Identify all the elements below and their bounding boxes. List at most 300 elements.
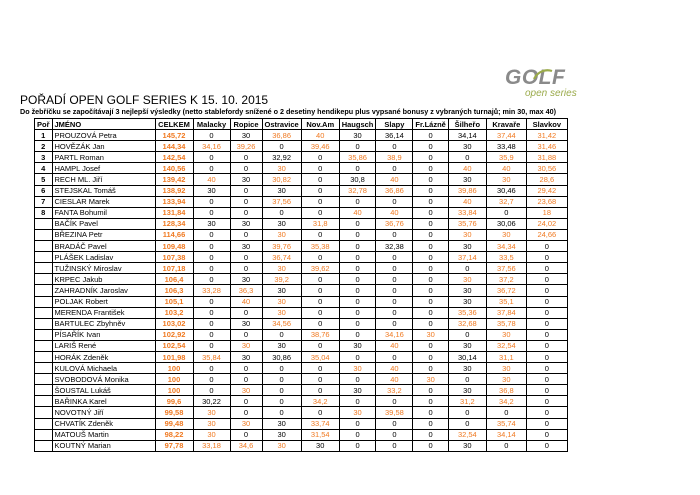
score-cell: 0: [376, 318, 413, 329]
score-cell: 0: [376, 229, 413, 240]
rank-cell: 4: [35, 163, 53, 174]
table-row: [35, 152, 568, 163]
score-cell: 30,82: [262, 174, 301, 185]
score-cell: 38,9: [376, 152, 413, 163]
score-cell: 0: [193, 340, 230, 351]
total-cell: 100: [155, 374, 193, 385]
table-row: [35, 374, 568, 385]
rank-cell: [35, 340, 53, 351]
score-cell: 0: [413, 174, 448, 185]
score-cell: 39,86: [448, 185, 486, 196]
score-cell: 39,62: [301, 263, 339, 274]
table-row: [35, 385, 568, 396]
table-row: [35, 418, 568, 429]
score-cell: 0: [230, 307, 262, 318]
score-cell: 30: [262, 229, 301, 240]
table-row: [35, 263, 568, 274]
score-cell: 30: [230, 218, 262, 229]
score-cell: 0: [376, 263, 413, 274]
score-cell: 36,72: [486, 285, 526, 296]
score-cell: 0: [301, 207, 339, 218]
score-cell: 0: [262, 329, 301, 340]
rank-cell: [35, 296, 53, 307]
total-cell: 105,1: [155, 296, 193, 307]
score-cell: 0: [193, 207, 230, 218]
total-cell: 101,98: [155, 351, 193, 362]
table-row: [35, 285, 568, 296]
score-cell: 0: [339, 218, 376, 229]
score-cell: 30: [230, 274, 262, 285]
total-cell: 98,22: [155, 429, 193, 440]
score-cell: 40: [376, 207, 413, 218]
rank-cell: [35, 374, 53, 385]
score-cell: 0: [193, 241, 230, 252]
player-name-cell: LARIŠ René: [52, 340, 155, 351]
column-header: Haugsch: [339, 119, 376, 130]
ranking-table: [34, 118, 568, 452]
score-cell: 0: [413, 185, 448, 196]
score-cell: 0: [230, 196, 262, 207]
player-name-cell: BAČÍK Pavel: [52, 218, 155, 229]
score-cell: 32,54: [448, 429, 486, 440]
score-cell: 32,92: [262, 152, 301, 163]
score-cell: 37,2: [486, 274, 526, 285]
score-cell: 0: [230, 396, 262, 407]
score-cell: 0: [526, 440, 567, 451]
score-cell: 0: [448, 407, 486, 418]
score-cell: 0: [413, 285, 448, 296]
score-cell: 40: [376, 340, 413, 351]
score-cell: 30: [486, 363, 526, 374]
score-cell: 0: [230, 329, 262, 340]
score-cell: 35,86: [339, 152, 376, 163]
total-cell: 145,72: [155, 130, 193, 141]
score-cell: 30: [448, 363, 486, 374]
score-cell: 0: [526, 351, 567, 362]
score-cell: 0: [376, 252, 413, 263]
column-header: Slavkov: [526, 119, 567, 130]
rank-cell: [35, 252, 53, 263]
total-cell: 144,34: [155, 141, 193, 152]
player-name-cell: HAMPL Josef: [52, 163, 155, 174]
score-cell: 30: [448, 385, 486, 396]
score-cell: 32,54: [486, 340, 526, 351]
column-header: Ostravice: [262, 119, 301, 130]
score-cell: 0: [193, 296, 230, 307]
score-cell: 0: [486, 407, 526, 418]
total-cell: 99,6: [155, 396, 193, 407]
score-cell: 0: [193, 130, 230, 141]
score-cell: 0: [339, 252, 376, 263]
score-cell: 0: [301, 274, 339, 285]
column-header: Šilheřo: [448, 119, 486, 130]
score-cell: 0: [339, 141, 376, 152]
score-cell: 0: [376, 296, 413, 307]
score-cell: 0: [448, 374, 486, 385]
score-cell: 35,36: [448, 307, 486, 318]
rank-cell: [35, 418, 53, 429]
score-cell: 35,84: [193, 351, 230, 362]
score-cell: 31,1: [486, 351, 526, 362]
total-cell: 102,92: [155, 329, 193, 340]
score-cell: 23,68: [526, 196, 567, 207]
score-cell: 37,44: [486, 130, 526, 141]
table-row: [35, 296, 568, 307]
score-cell: 36,3: [230, 285, 262, 296]
rank-cell: [35, 385, 53, 396]
table-row: [35, 429, 568, 440]
score-cell: 0: [230, 229, 262, 240]
score-cell: 30,8: [339, 174, 376, 185]
score-cell: 0: [339, 351, 376, 362]
ranking-note: Do žebříčku se započítávají 3 nejlepší výsledky (netto stablefordy snížené o 2 desetiny hendikepu plus vypsané bonusy z vybraných turnajů; min 30, max 40): [20, 107, 557, 116]
score-cell: 30: [448, 296, 486, 307]
rank-cell: [35, 396, 53, 407]
player-name-cell: SVOBODOVÁ Monika: [52, 374, 155, 385]
score-cell: 0: [413, 252, 448, 263]
score-cell: 0: [301, 307, 339, 318]
score-cell: 0: [262, 396, 301, 407]
score-cell: 30: [193, 407, 230, 418]
score-cell: 0: [339, 296, 376, 307]
column-header: JMÉNO: [52, 119, 155, 130]
score-cell: 0: [376, 351, 413, 362]
score-cell: 0: [230, 152, 262, 163]
score-cell: 0: [376, 285, 413, 296]
score-cell: 30: [448, 141, 486, 152]
score-cell: 30: [262, 163, 301, 174]
score-cell: 0: [448, 418, 486, 429]
total-cell: 142,54: [155, 152, 193, 163]
player-name-cell: CHVATÍK Zdeněk: [52, 418, 155, 429]
score-cell: 35,9: [486, 152, 526, 163]
score-cell: 30: [339, 407, 376, 418]
score-cell: 40: [193, 174, 230, 185]
score-cell: 34,56: [262, 318, 301, 329]
total-cell: 140,56: [155, 163, 193, 174]
score-cell: 0: [413, 141, 448, 152]
score-cell: 0: [526, 285, 567, 296]
rank-cell: [35, 307, 53, 318]
score-cell: 0: [301, 318, 339, 329]
table-row: [35, 141, 568, 152]
player-name-cell: POLJAK Robert: [52, 296, 155, 307]
score-cell: 30: [339, 340, 376, 351]
total-cell: 131,84: [155, 207, 193, 218]
score-cell: 30: [486, 329, 526, 340]
score-cell: 33,84: [448, 207, 486, 218]
score-cell: 0: [413, 274, 448, 285]
player-name-cell: PLÁŠEK Ladislav: [52, 252, 155, 263]
score-cell: 0: [448, 263, 486, 274]
column-header: Slapy: [376, 119, 413, 130]
score-cell: 0: [230, 252, 262, 263]
score-cell: 34,16: [193, 141, 230, 152]
score-cell: 0: [413, 163, 448, 174]
table-row: [35, 351, 568, 362]
score-cell: 36,86: [262, 130, 301, 141]
table-row: [35, 396, 568, 407]
score-cell: 30: [262, 263, 301, 274]
score-cell: 0: [413, 340, 448, 351]
table-row: [35, 185, 568, 196]
score-cell: 0: [301, 374, 339, 385]
golf-open-series-logo: [505, 66, 585, 102]
score-cell: 40: [301, 130, 339, 141]
score-cell: 37,56: [486, 263, 526, 274]
score-cell: 0: [230, 374, 262, 385]
score-cell: 36,76: [376, 218, 413, 229]
score-cell: 30: [413, 374, 448, 385]
score-cell: 0: [339, 263, 376, 274]
score-cell: 0: [486, 440, 526, 451]
score-cell: 30: [230, 385, 262, 396]
score-cell: 0: [413, 396, 448, 407]
score-cell: 0: [339, 440, 376, 451]
player-name-cell: RECH ML. Jiří: [52, 174, 155, 185]
score-cell: 0: [193, 163, 230, 174]
score-cell: 0: [230, 207, 262, 218]
score-cell: 0: [413, 418, 448, 429]
score-cell: 0: [486, 207, 526, 218]
table-row: [35, 307, 568, 318]
total-cell: 128,34: [155, 218, 193, 229]
score-cell: 34,6: [230, 440, 262, 451]
score-cell: 0: [301, 296, 339, 307]
score-cell: 0: [301, 174, 339, 185]
table-row: [35, 440, 568, 451]
column-header: Nov.Am: [301, 119, 339, 130]
table-header-row: [35, 119, 568, 130]
rank-cell: [35, 229, 53, 240]
score-cell: 24,66: [526, 229, 567, 240]
score-cell: 30: [301, 440, 339, 451]
score-cell: 38,76: [301, 329, 339, 340]
score-cell: 0: [413, 318, 448, 329]
score-cell: 30: [448, 285, 486, 296]
score-cell: 32,68: [448, 318, 486, 329]
score-cell: 30,56: [526, 163, 567, 174]
rank-cell: 3: [35, 152, 53, 163]
column-header: Kravaře: [486, 119, 526, 130]
score-cell: 0: [230, 163, 262, 174]
score-cell: 30: [262, 418, 301, 429]
score-cell: 0: [339, 274, 376, 285]
total-cell: 103,02: [155, 318, 193, 329]
score-cell: 0: [376, 307, 413, 318]
total-cell: 99,48: [155, 418, 193, 429]
rank-cell: [35, 440, 53, 451]
score-cell: 30: [262, 285, 301, 296]
score-cell: 0: [339, 418, 376, 429]
total-cell: 107,38: [155, 252, 193, 263]
table-row: [35, 130, 568, 141]
score-cell: 0: [448, 152, 486, 163]
player-name-cell: MERENDA František: [52, 307, 155, 318]
score-cell: 0: [526, 296, 567, 307]
score-cell: 0: [526, 385, 567, 396]
score-cell: 30: [339, 130, 376, 141]
score-cell: 0: [413, 440, 448, 451]
table-row: [35, 229, 568, 240]
rank-cell: [35, 274, 53, 285]
score-cell: 30: [193, 418, 230, 429]
score-cell: 0: [301, 285, 339, 296]
score-cell: 0: [301, 340, 339, 351]
score-cell: 37,84: [486, 307, 526, 318]
rank-cell: [35, 263, 53, 274]
score-cell: 30: [339, 385, 376, 396]
score-cell: 30: [230, 318, 262, 329]
rank-cell: [35, 318, 53, 329]
rank-cell: 1: [35, 130, 53, 141]
table-row: [35, 340, 568, 351]
score-cell: 0: [301, 252, 339, 263]
score-cell: 0: [301, 196, 339, 207]
score-cell: 0: [376, 196, 413, 207]
score-cell: 30: [230, 241, 262, 252]
score-cell: 0: [413, 229, 448, 240]
score-cell: 33,48: [486, 141, 526, 152]
score-cell: 28,6: [526, 174, 567, 185]
score-cell: 40: [376, 363, 413, 374]
total-cell: 106,4: [155, 274, 193, 285]
score-cell: 0: [376, 274, 413, 285]
score-cell: 30: [230, 418, 262, 429]
rank-cell: [35, 329, 53, 340]
score-cell: 30: [230, 130, 262, 141]
total-cell: 133,94: [155, 196, 193, 207]
player-name-cell: KULOVÁ Michaela: [52, 363, 155, 374]
score-cell: 30: [486, 174, 526, 185]
score-cell: 0: [339, 396, 376, 407]
score-cell: 33,74: [301, 418, 339, 429]
score-cell: 30: [230, 174, 262, 185]
score-cell: 0: [193, 252, 230, 263]
score-cell: 0: [339, 429, 376, 440]
score-cell: 37,14: [448, 252, 486, 263]
score-cell: 30: [193, 185, 230, 196]
score-cell: 0: [376, 163, 413, 174]
table-row: [35, 241, 568, 252]
score-cell: 32,78: [339, 185, 376, 196]
score-cell: 0: [262, 407, 301, 418]
score-cell: 30,22: [193, 396, 230, 407]
score-cell: 35,04: [301, 351, 339, 362]
score-cell: 0: [526, 241, 567, 252]
score-cell: 0: [526, 263, 567, 274]
rank-cell: [35, 351, 53, 362]
score-cell: 0: [301, 363, 339, 374]
score-cell: 0: [526, 307, 567, 318]
rank-cell: 6: [35, 185, 53, 196]
score-cell: 35,78: [486, 318, 526, 329]
score-cell: 0: [339, 329, 376, 340]
score-cell: 31,2: [448, 396, 486, 407]
score-cell: 0: [262, 207, 301, 218]
table-row: [35, 252, 568, 263]
column-header: Malacky: [193, 119, 230, 130]
score-cell: 34,14: [486, 429, 526, 440]
score-cell: 0: [262, 363, 301, 374]
score-cell: 0: [413, 263, 448, 274]
score-cell: 34,14: [448, 130, 486, 141]
rank-cell: [35, 218, 53, 229]
rank-cell: [35, 363, 53, 374]
score-cell: 0: [193, 263, 230, 274]
score-cell: 30: [486, 374, 526, 385]
score-cell: 0: [376, 429, 413, 440]
score-cell: 0: [376, 440, 413, 451]
score-cell: 0: [301, 152, 339, 163]
score-cell: 33,5: [486, 252, 526, 263]
total-cell: 114,66: [155, 229, 193, 240]
total-cell: 139,42: [155, 174, 193, 185]
score-cell: 32,7: [486, 196, 526, 207]
score-cell: 40: [376, 174, 413, 185]
score-cell: 0: [339, 229, 376, 240]
golf-swoosh-icon: [532, 68, 554, 82]
player-name-cell: BRADÁČ Pavel: [52, 241, 155, 252]
score-cell: 0: [376, 141, 413, 152]
score-cell: 30: [413, 329, 448, 340]
score-cell: 0: [526, 318, 567, 329]
table-row: [35, 163, 568, 174]
column-header: Fr.Lázně: [413, 119, 448, 130]
score-cell: 0: [526, 429, 567, 440]
score-cell: 30: [262, 307, 301, 318]
score-cell: 0: [193, 318, 230, 329]
score-cell: 0: [230, 263, 262, 274]
score-cell: 36,74: [262, 252, 301, 263]
score-cell: 30: [448, 174, 486, 185]
player-name-cell: HORÁK Zdeněk: [52, 351, 155, 362]
total-cell: 138,92: [155, 185, 193, 196]
score-cell: 0: [526, 396, 567, 407]
player-name-cell: BŘEZINA Petr: [52, 229, 155, 240]
score-cell: 0: [376, 396, 413, 407]
score-cell: 0: [526, 252, 567, 263]
total-cell: 99,58: [155, 407, 193, 418]
score-cell: 0: [193, 385, 230, 396]
player-name-cell: KRPEC Jakub: [52, 274, 155, 285]
score-cell: 30: [230, 340, 262, 351]
score-cell: 31,54: [301, 429, 339, 440]
score-cell: 30,06: [486, 218, 526, 229]
total-cell: 109,48: [155, 241, 193, 252]
table-row: [35, 207, 568, 218]
score-cell: 0: [301, 229, 339, 240]
rank-cell: [35, 407, 53, 418]
score-cell: 0: [526, 407, 567, 418]
score-cell: 40: [448, 196, 486, 207]
rank-cell: [35, 429, 53, 440]
score-cell: 0: [262, 374, 301, 385]
player-name-cell: ŠOUSTAL Lukáš: [52, 385, 155, 396]
rank-cell: 2: [35, 141, 53, 152]
total-cell: 102,54: [155, 340, 193, 351]
score-cell: 0: [193, 307, 230, 318]
score-cell: 39,26: [230, 141, 262, 152]
score-cell: 0: [230, 185, 262, 196]
score-cell: 30: [448, 241, 486, 252]
score-cell: 0: [193, 374, 230, 385]
total-cell: 100: [155, 363, 193, 374]
total-cell: 107,18: [155, 263, 193, 274]
rank-cell: 7: [35, 196, 53, 207]
rank-cell: 8: [35, 207, 53, 218]
score-cell: 34,2: [301, 396, 339, 407]
